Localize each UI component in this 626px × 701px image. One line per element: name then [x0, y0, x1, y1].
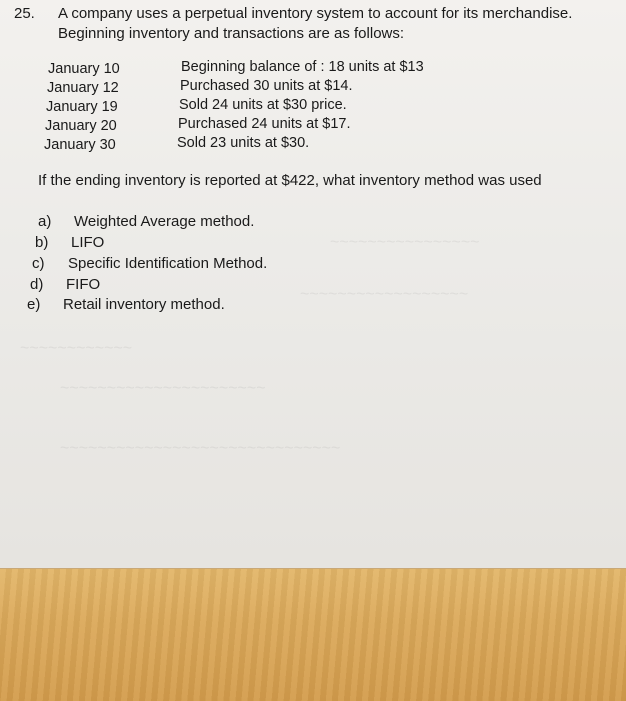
transaction-date: January 19: [46, 99, 118, 115]
transaction-description: Beginning balance of : 18 units at $13: [181, 59, 424, 75]
option-text: FIFO: [66, 276, 101, 293]
option-text: LIFO: [71, 234, 105, 251]
option-letter: c): [32, 255, 45, 272]
bleed-through-text: ~~~~~~~~~~~~: [20, 340, 133, 357]
option-letter: e): [27, 296, 41, 313]
option-letter: a): [38, 213, 52, 230]
transaction-date: January 30: [44, 137, 116, 153]
transaction-date: January 12: [47, 80, 119, 96]
question-text-line-1: A company uses a perpetual inventory system to account for its merchandise.: [58, 5, 573, 22]
transaction-description: Purchased 30 units at $14.: [180, 78, 353, 94]
transaction-description: Sold 23 units at $30.: [177, 135, 310, 151]
bleed-through-text: ~~~~~~~~~~~~~~~~: [330, 234, 480, 251]
option-text: Retail inventory method.: [63, 296, 225, 313]
transaction-description: Sold 24 units at $30 price.: [179, 97, 347, 113]
bleed-through-text: ~~~~~~~~~~~~~~~~~~~~~~: [60, 380, 266, 397]
transaction-description: Purchased 24 units at $17.: [178, 116, 351, 132]
transaction-date: January 20: [45, 118, 117, 134]
bleed-through-text: ~~~~~~~~~~~~~~~~~~: [300, 286, 469, 303]
option-letter: b): [35, 234, 49, 251]
question-prompt: If the ending inventory is reported at $422, what inventory method was used: [38, 172, 542, 189]
bleed-through-text: ~~~~~~~~~~~~~~~~~~~~~~~~~~~~~~: [60, 440, 341, 457]
wooden-desk-surface: [0, 568, 626, 701]
option-text: Specific Identification Method.: [68, 255, 268, 272]
question-number: 25.: [14, 5, 35, 22]
transaction-date: January 10: [48, 61, 120, 77]
option-text: Weighted Average method.: [74, 213, 255, 230]
option-letter: d): [30, 276, 44, 293]
question-text-line-2: Beginning inventory and transactions are as follows:: [58, 25, 405, 42]
